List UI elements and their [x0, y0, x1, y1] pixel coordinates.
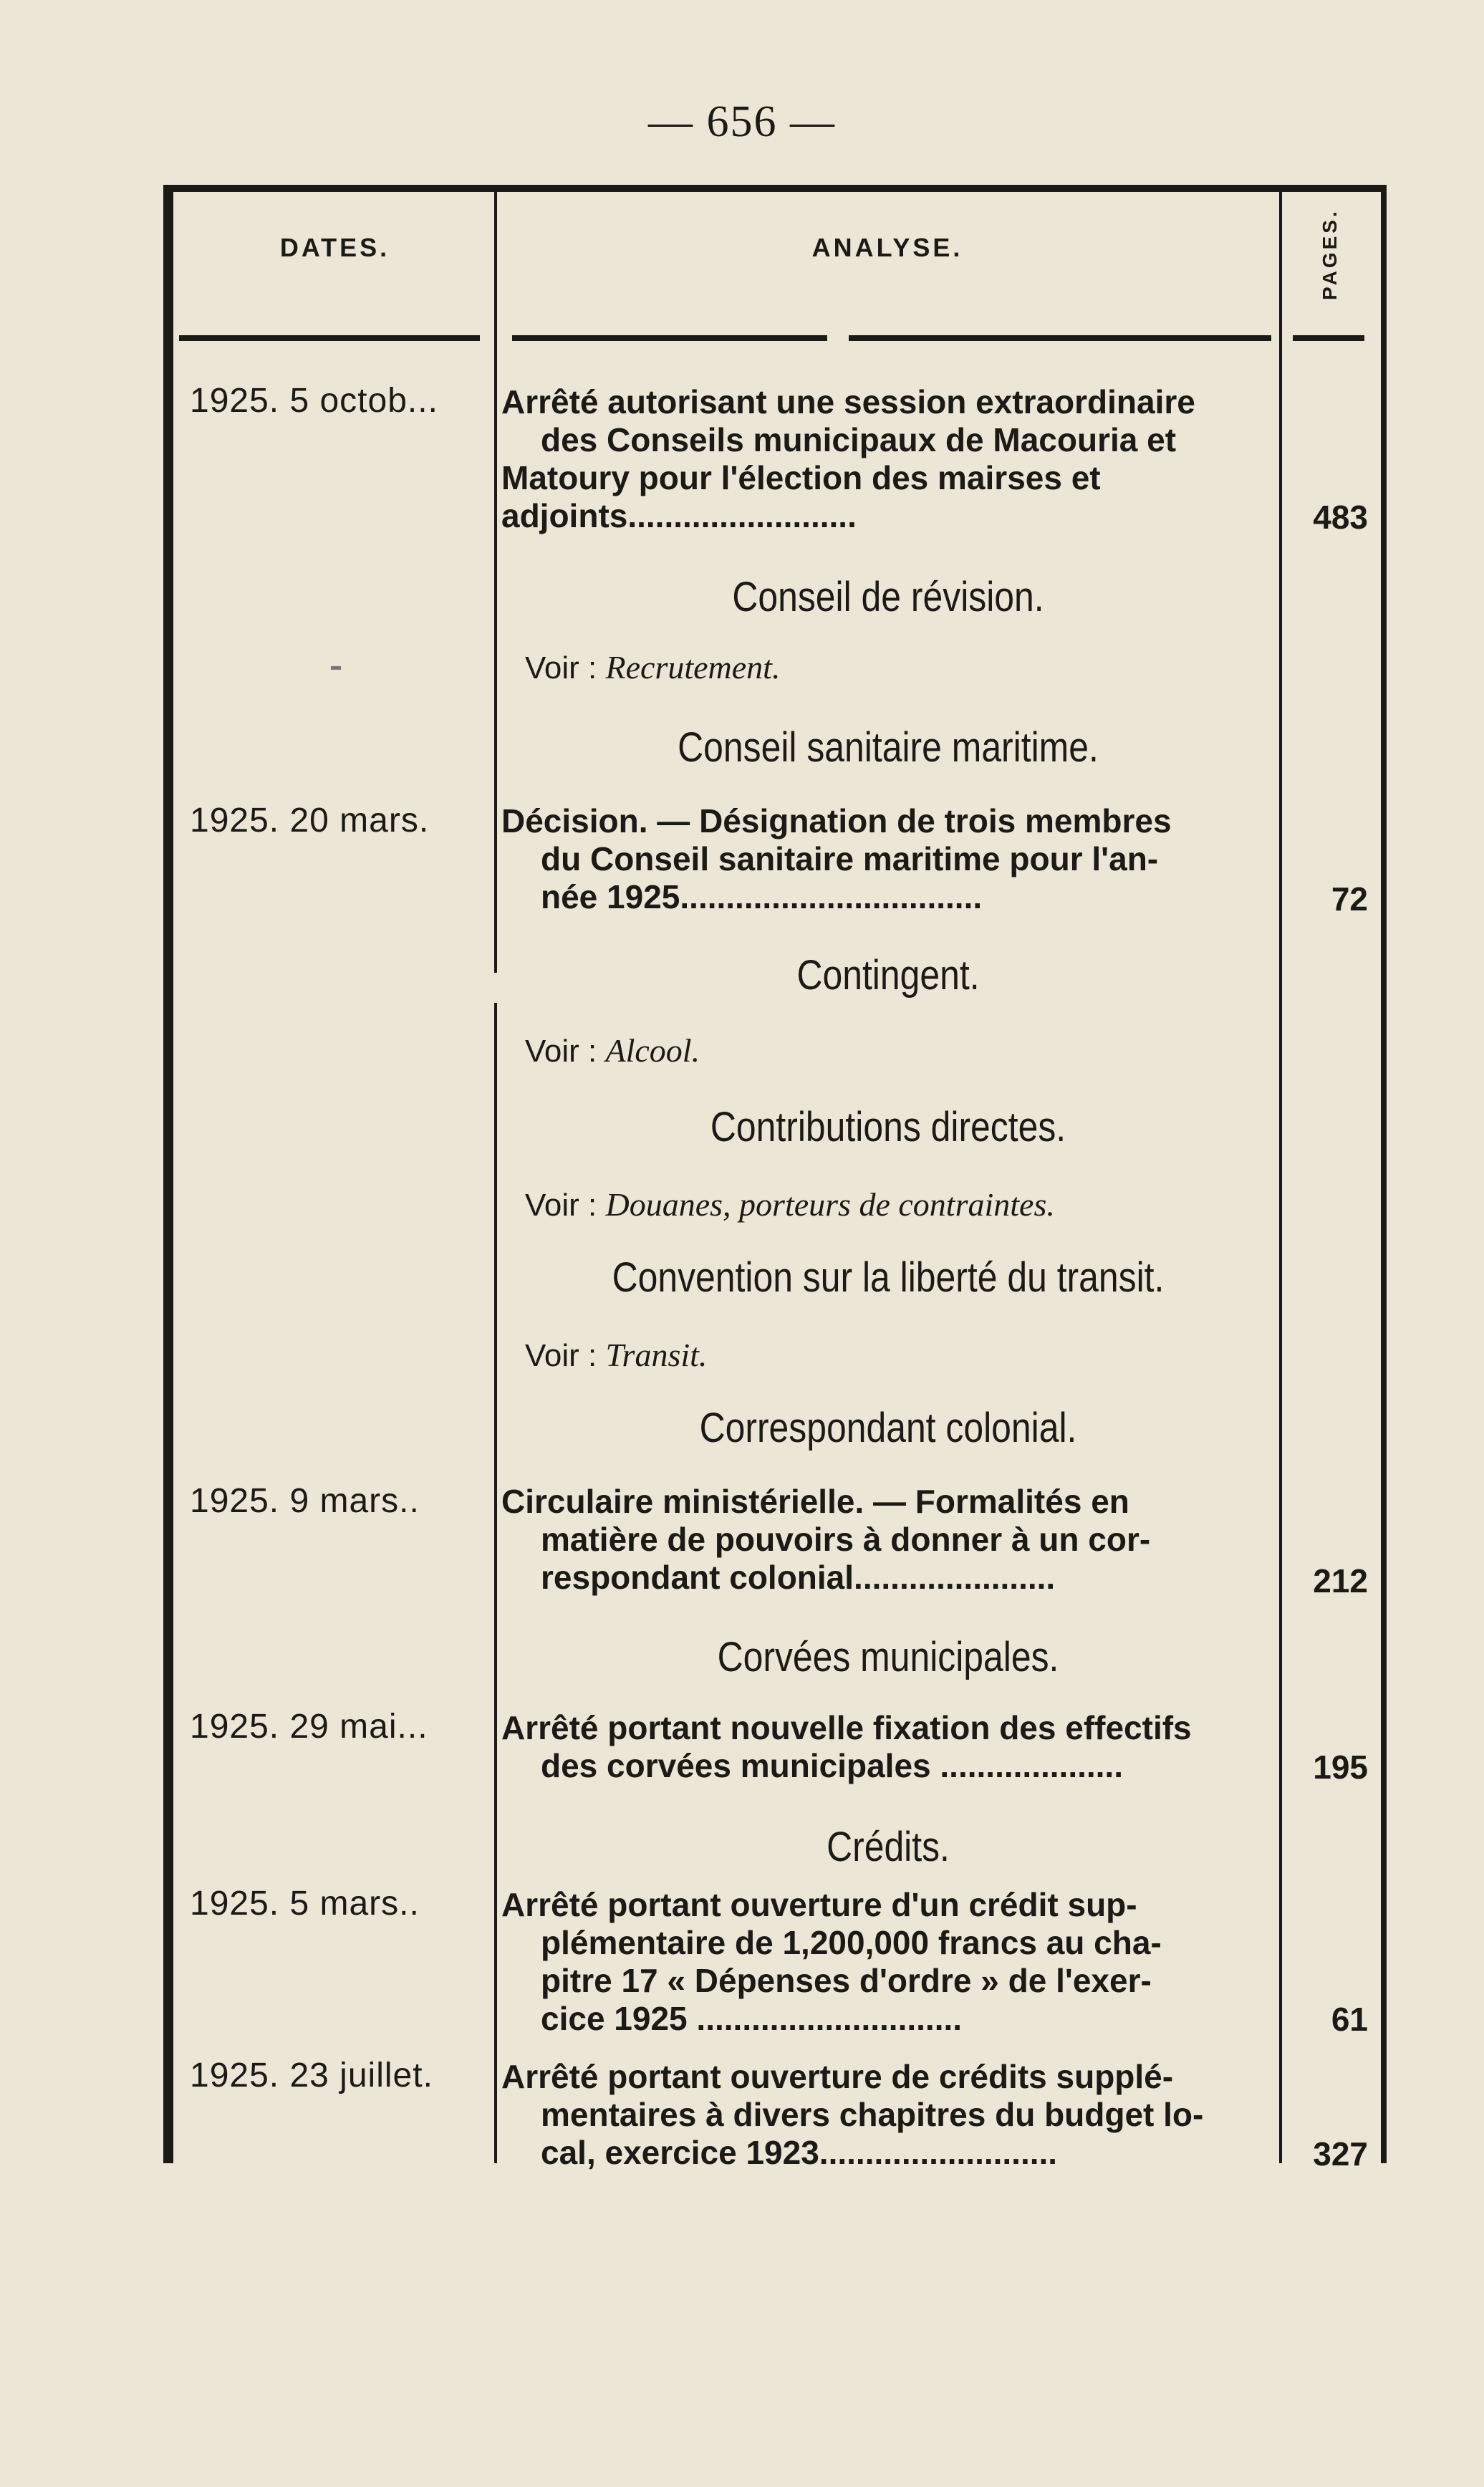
see-also: [525, 1031, 1284, 1069]
see-also-target: Transit.: [605, 1337, 708, 1373]
entry-text: [501, 802, 1275, 916]
section-heading: Crédits.: [827, 1824, 950, 1870]
entry-text: [501, 383, 1275, 535]
see-also: [525, 1185, 1284, 1223]
entry-text: [501, 1886, 1275, 2038]
entry-line: Circulaire ministérielle. — Formalités en: [501, 1483, 1129, 1520]
entry-line: matière de pouvoirs à donner à un cor-: [541, 1521, 1151, 1558]
see-also-target: Recrutement.: [605, 649, 781, 686]
header-rule-pages: [1293, 335, 1364, 341]
see-also: [525, 1336, 1284, 1374]
entry-date: 1925. 23 juillet.: [190, 2057, 433, 2094]
header-dates: DATES.: [279, 233, 390, 262]
section-heading: Contributions directes.: [710, 1104, 1066, 1150]
entry-text: [501, 2058, 1275, 2172]
see-also-target: Douanes, porteurs de contraintes.: [605, 1186, 1055, 1223]
section-heading: Contingent.: [796, 952, 980, 999]
entry-date: 1925. 20 mars.: [190, 802, 430, 840]
entry-line: respondant colonial......................: [541, 1559, 1056, 1596]
entry-page: 483: [1313, 499, 1368, 536]
entry-line: Matoury pour l'élection des mairses et: [501, 459, 1101, 496]
entry-page: 72: [1331, 880, 1368, 918]
entry-line: née 1925.................................: [541, 878, 983, 915]
entry-line: Arrêté autorisant une session extraordinaire: [501, 383, 1195, 420]
see-also-label: Voir :: [525, 1034, 597, 1069]
entry-date: 1925. 5 octob...: [190, 382, 438, 420]
entry-page: 195: [1313, 1748, 1368, 1786]
see-also: [525, 648, 1284, 686]
section-heading: Correspondant colonial.: [699, 1405, 1077, 1451]
entry-page: 61: [1331, 2001, 1368, 2038]
entry-date: 1925. 5 mars..: [190, 1885, 420, 1923]
entry-text: [501, 1483, 1275, 1597]
entry-line: plémentaire de 1,200,000 francs au cha-: [541, 1924, 1162, 1961]
header-analyse: ANALYSE.: [811, 233, 963, 262]
entry-line: Arrêté portant ouverture d'un crédit sup-: [501, 1886, 1137, 1923]
entry-line: mentaires à divers chapitres du budget lo-: [541, 2096, 1204, 2133]
entry-text: [501, 1709, 1275, 1785]
header-rule-dates: [179, 335, 480, 341]
entry-line: adjoints.........................: [501, 497, 857, 534]
see-also-target: Alcool.: [605, 1032, 700, 1069]
entry-line: cice 1925 .............................: [541, 2000, 963, 2037]
entry-line: du Conseil sanitaire maritime pour l'an-: [541, 840, 1159, 877]
section-heading: Conseil de révision.: [732, 574, 1044, 620]
see-also-label: Voir :: [525, 1188, 597, 1223]
page-number: — 656 —: [648, 97, 836, 146]
entry-page: 212: [1313, 1562, 1368, 1600]
header-rule-analyse-1: [512, 335, 827, 341]
entry-line: Arrêté portant nouvelle fixation des effectifs: [501, 1709, 1192, 1746]
column-divider-dates-lower: [494, 1003, 497, 2163]
column-divider-pages: [1279, 192, 1282, 2163]
entry-line: cal, exercice 1923..........................: [541, 2134, 1058, 2171]
header-pages: PAGES.: [1319, 208, 1341, 300]
section-heading: Corvées municipales.: [717, 1634, 1059, 1680]
column-divider-dates: [494, 192, 497, 973]
entry-line: des Conseils municipaux de Macouria et: [541, 421, 1177, 458]
section-heading: Conseil sanitaire maritime.: [678, 724, 1099, 771]
entry-line: pitre 17 « Dépenses d'ordre » de l'exer-: [541, 1962, 1152, 1999]
entry-page: 327: [1313, 2135, 1368, 2173]
section-heading: Convention sur la liberté du transit.: [612, 1254, 1165, 1301]
entry-date: 1925. 29 mai...: [190, 1708, 428, 1746]
entry-line: Décision. — Désignation de trois membres: [501, 802, 1172, 840]
see-also-label: Voir :: [525, 1338, 597, 1373]
entry-line: Arrêté portant ouverture de crédits supplé-: [501, 2058, 1174, 2095]
entry-line: des corvées municipales ....................: [541, 1747, 1123, 1784]
see-also-label: Voir :: [525, 650, 597, 686]
dash-mark: [331, 666, 341, 670]
header-rule-analyse-2: [849, 335, 1271, 341]
entry-date: 1925. 9 mars..: [190, 1482, 420, 1520]
